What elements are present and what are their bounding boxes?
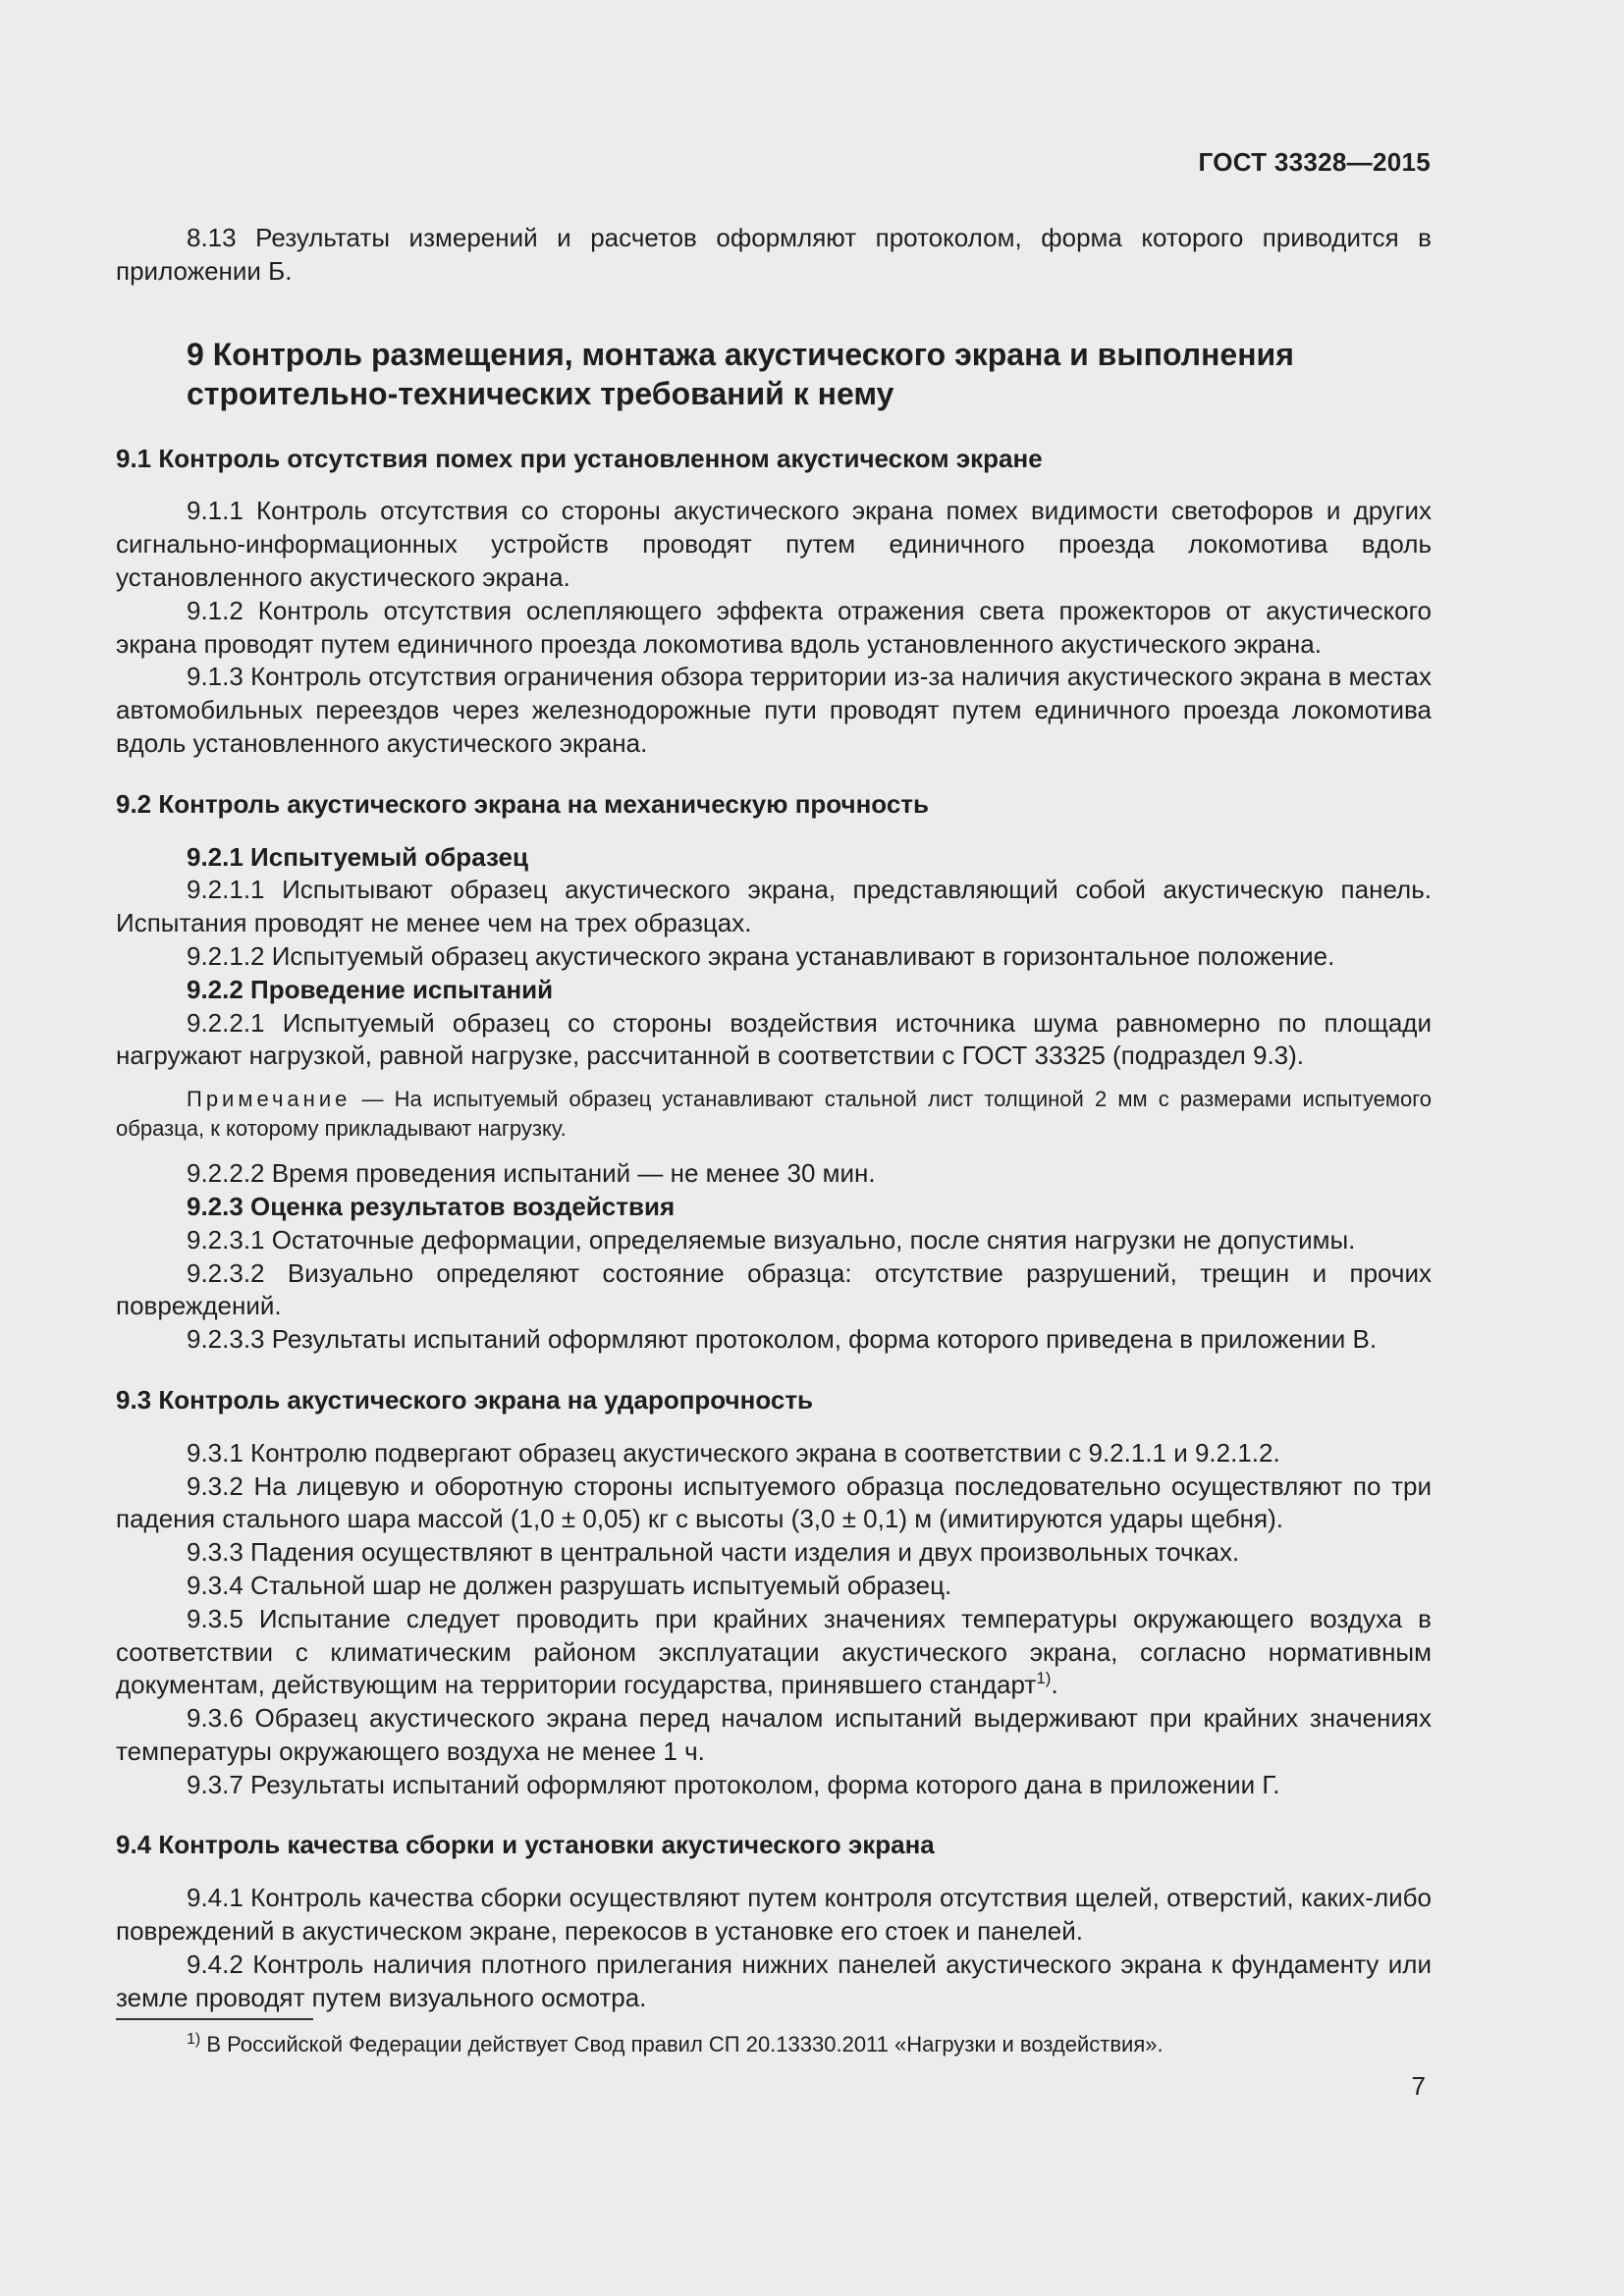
section-9-2-2-heading: 9.2.2 Проведение испытаний <box>187 974 554 1004</box>
paragraph-9-3-3: 9.3.3 Падения осуществляют в центральной части изделия и двух произвольных точках. <box>187 1537 1240 1568</box>
footnote <box>187 2030 1164 2059</box>
paragraph-9-1-1: 9.1.1 Контроль отсутствия со стороны акустического экрана помех видимости светофоров и других сигнально-информационных устройств проводят путем единичного проезда локомотива вдоль установленного акустического экрана. <box>116 496 1432 592</box>
paragraph-9-2-1-2: 9.2.1.2 Испытуемый образец акустического экрана устанавливают в горизонтальное положение. <box>187 940 1335 971</box>
paragraph-9-2-2-1: 9.2.2.1 Испытуемый образец со стороны воздействия источника шума равномерно по площади нагружают нагрузкой, равной нагрузке, рассчитанной в соответствии с ГОСТ 33325 (подраздел 9.3). <box>116 1007 1432 1071</box>
section-9-4-heading: 9.4 Контроль качества сборки и установки акустического экрана <box>116 1830 935 1860</box>
footnote-reference[interactable]: 1) <box>1036 1669 1052 1688</box>
note-label: Примечание <box>187 1087 352 1112</box>
paragraph-9-4-2: 9.4.2 Контроль наличия плотного прилегания нижних панелей акустического экрана к фундаменту или земле проводят путем визуального осмотра. <box>116 1949 1432 2012</box>
paragraph-9-3-5 <box>116 1603 1432 1702</box>
section-9-3-heading: 9.3 Контроль акустического экрана на ударопрочность <box>116 1384 814 1415</box>
section-9-2-1-heading: 9.2.1 Испытуемый образец <box>187 841 528 872</box>
paragraph-9-1-3: 9.1.3 Контроль отсутствия ограничения обзора территории из-за наличия акустического экрана в местах автомобильных переездов через железнодорожные пути проводят путем единичного проезда локомотива вдоль установленного акустического экрана. <box>116 662 1432 758</box>
paragraph-9-3-6: 9.3.6 Образец акустического экрана перед началом испытаний выдерживают при крайних значениях температуры окружающего воздуха не менее 1 ч. <box>116 1703 1432 1766</box>
paragraph-9-3-1: 9.3.1 Контролю подвергают образец акустического экрана в соответствии с 9.2.1.1 и 9.2.1.2. <box>187 1437 1280 1468</box>
section-9-heading: 9 Контроль размещения, монтажа акустического экрана и выполнения строительно-технических требований к нему <box>187 336 1294 411</box>
paragraph-9-2-3-2: 9.2.3.2 Визуально определяют состояние образца: отсутствие разрушений, трещин и прочих повреждений. <box>116 1257 1432 1321</box>
paragraph-9-1-2: 9.1.2 Контроль отсутствия ослепляющего эффекта отражения света прожекторов от акустического экрана проводят путем единичного проезда локомотива вдоль установленного акустического экрана. <box>116 595 1432 659</box>
page-number: 7 <box>1411 2071 1426 2101</box>
paragraph-9-2-2-2: 9.2.2.2 Время проведения испытаний — не менее 30 мин. <box>187 1158 876 1189</box>
note <box>116 1085 1432 1144</box>
paragraph-9-2-3-1: 9.2.3.1 Остаточные деформации, определяемые визуально, после снятия нагрузки не допустимы. <box>187 1224 1356 1255</box>
paragraph-9-3-5-text: 9.3.5 Испытание следует проводить при крайних значениях температуры окружающего воздуха в соответствии с климатическим районом эксплуатации акустического экрана, согласно нормативным документам, действующим на территории государства, принявшего стандарт <box>116 1603 1432 1700</box>
paragraph-9-3-7: 9.3.7 Результаты испытаний оформляют протоколом, форма которого дана в приложении Г. <box>187 1769 1280 1799</box>
paragraph-9-3-5-end: . <box>1051 1670 1058 1700</box>
paragraph-9-3-4: 9.3.4 Стальной шар не должен разрушать испытуемый образец. <box>187 1570 952 1600</box>
footnote-text: В Российской Федерации действует Свод правил СП 20.13330.2011 «Нагрузки и воздействия». <box>200 2032 1164 2056</box>
section-9-2-3-heading: 9.2.3 Оценка результатов воздействия <box>187 1191 676 1221</box>
paragraph-9-2-3-3: 9.2.3.3 Результаты испытаний оформляют протоколом, форма которого приведена в приложении В. <box>187 1324 1378 1355</box>
paragraph-9-2-1-1: 9.2.1.1 Испытывают образец акустического экрана, представляющий собой акустическую панель. Испытания проводят не менее чем на трех образцах. <box>116 875 1432 938</box>
paragraph-9-4-1: 9.4.1 Контроль качества сборки осуществляют путем контроля отсутствия щелей, отверстий, каких-либо повреждений в акустическом экране, перекосов в установке его стоек и панелей. <box>116 1883 1432 1947</box>
section-9-1-heading: 9.1 Контроль отсутствия помех при установленном акустическом экране <box>116 443 1043 473</box>
footnote-separator <box>116 2018 313 2020</box>
footnote-mark: 1) <box>187 2031 201 2048</box>
paragraph-8-13: 8.13 Результаты измерений и расчетов оформляют протоколом, форма которого приводится в приложении Б. <box>116 223 1432 286</box>
document-body <box>116 222 1432 2014</box>
note-text: — На испытуемый образец устанавливают стальной лист толщиной 2 мм с размерами испытуемого образца, к которому прикладывают нагрузку. <box>116 1087 1432 1142</box>
paragraph-9-3-2: 9.3.2 На лицевую и оборотную стороны испытуемого образца последовательно осуществляют по три падения стального шара массой (1,0 ± 0,05) кг с высоты (3,0 ± 0,1) м (имитируются удары щебня). <box>116 1470 1432 1534</box>
document-header: ГОСТ 33328—2015 <box>1198 147 1431 177</box>
section-9-2-heading: 9.2 Контроль акустического экрана на механическую прочность <box>116 788 930 819</box>
